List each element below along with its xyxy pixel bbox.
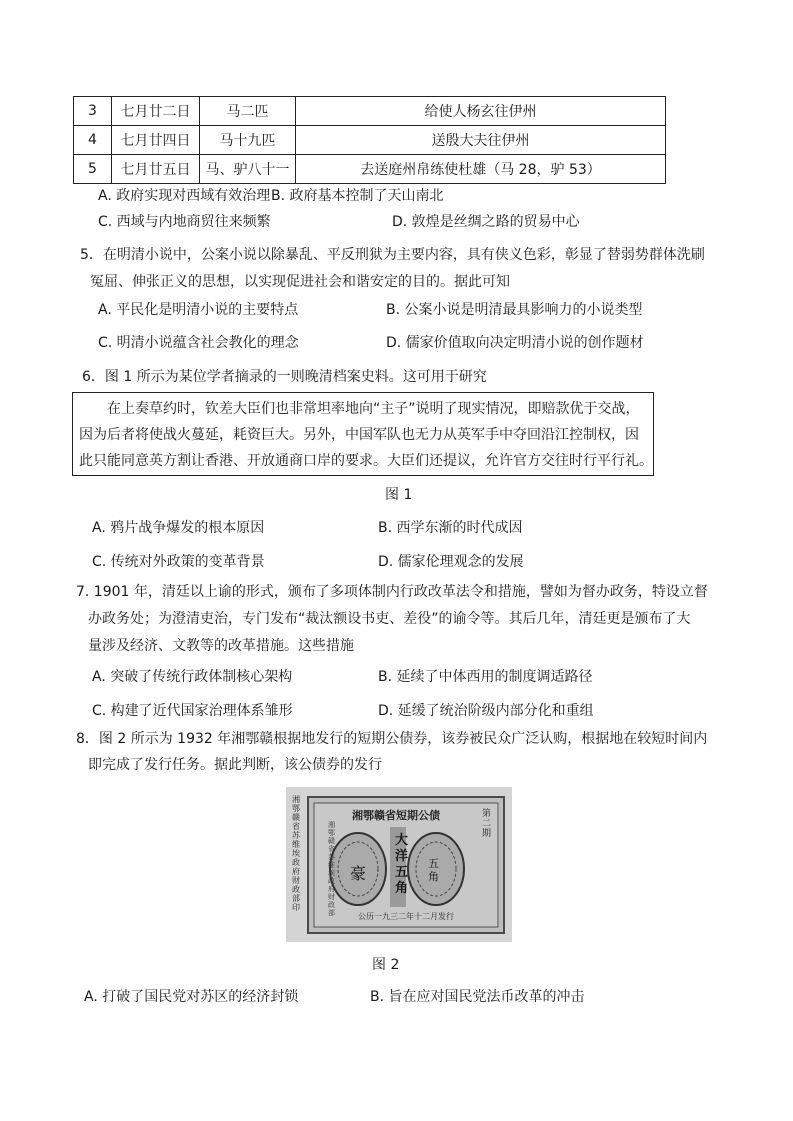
- excerpt-line: 因为后者将使战火蔓延，耗资巨大。另外，中国军队也无力从英军手中夺回沿江控制权，因: [79, 427, 639, 443]
- q6-option-b[interactable]: B. 西学东渐的时代成因: [378, 520, 523, 536]
- q5-option-d[interactable]: D. 儒家价值取向决定明清小说的创作题材: [386, 335, 644, 351]
- bond-bottom-text: 公历一九三二年十二月发行: [358, 912, 454, 921]
- bond-side-text: 湘鄂赣省苏维埃政府财政部印: [292, 795, 300, 912]
- q6-option-c[interactable]: C. 传统对外政策的变革背景: [92, 554, 265, 570]
- bond-certificate-image: [286, 787, 512, 942]
- bond-inner-text: 湘鄂赣省苏维埃政府财政部: [328, 821, 335, 917]
- figure-2-caption: 图 2: [372, 957, 400, 973]
- q4-option-d[interactable]: D. 敦煌是丝绸之路的贸易中心: [392, 214, 580, 230]
- q8-stem-line1: 8．图 2 所示为 1932 年湘鄂赣根据地发行的短期公债券，该券被民众广泛认购，根据地在较短时间内: [76, 731, 708, 747]
- table-cell-animals: 马二匹: [200, 97, 296, 126]
- q7-stem-line3: 量涉及经济、文教等的改革措施。这些措施: [88, 638, 354, 654]
- q7-option-b[interactable]: B. 延续了中体西用的制度调适路径: [378, 669, 593, 685]
- table-cell-date: 七月廿五日: [112, 155, 200, 184]
- table-cell-no: 5: [74, 155, 112, 184]
- q7-stem-line1: 7. 1901 年，清廷以上谕的形式，颁布了多项体制内行政改革法令和措施，譬如为督办政务，特设立督: [76, 584, 708, 600]
- horse-dispatch-table: [73, 96, 666, 184]
- bond-serial: 第二期: [482, 809, 492, 839]
- excerpt-line: 此只能同意英方割让香港、开放通商口岸的要求。大臣们还提议，允许官方交往时行平行礼。: [79, 453, 653, 469]
- bond-title: 湘鄂赣省短期公债: [352, 809, 440, 822]
- table-cell-date: 七月廿二日: [112, 97, 200, 126]
- q5-option-c[interactable]: C. 明清小说蕴含社会教化的理念: [98, 335, 299, 351]
- q6-option-d[interactable]: D. 儒家伦理观念的发展: [378, 554, 524, 570]
- table-row: [74, 97, 666, 126]
- q4-option-b[interactable]: B. 政府基本控制了天山南北: [271, 188, 444, 204]
- bond-denomination: 大洋五角: [395, 833, 409, 896]
- table-cell-purpose: 给使人杨玄往伊州: [296, 97, 666, 126]
- q5-option-a[interactable]: A. 平民化是明清小说的主要特点: [98, 302, 299, 318]
- table-cell-purpose: 送殷大夫往伊州: [296, 126, 666, 155]
- q6-option-a[interactable]: A. 鸦片战争爆发的根本原因: [92, 520, 265, 536]
- q4-option-a[interactable]: A. 政府实现对西域有效治理: [98, 188, 271, 204]
- bond-left-seal: 豪: [350, 864, 367, 883]
- table-cell-purpose: 去送庭州帛练使杜雄（马 28，驴 53）: [296, 155, 666, 184]
- q4-option-c[interactable]: C. 西域与内地商贸往来频繁: [98, 214, 271, 230]
- figure-1-caption: 图 1: [385, 487, 413, 503]
- table-cell-animals: 马、驴八十一: [200, 155, 296, 184]
- table-cell-animals: 马十九匹: [200, 126, 296, 155]
- q5-option-b[interactable]: B. 公案小说是明清最具影响力的小说类型: [386, 302, 643, 318]
- bond-right-seal: 五角: [428, 857, 439, 883]
- table-cell-no: 4: [74, 126, 112, 155]
- q8-option-a[interactable]: A. 打破了国民党对苏区的经济封锁: [84, 989, 299, 1005]
- q6-stem: 6．图 1 所示为某位学者摘录的一则晚清档案史料。这可用于研究: [82, 369, 487, 385]
- q8-stem-line2: 即完成了发行任务。据此判断，该公债券的发行: [88, 757, 382, 773]
- table-cell-date: 七月廿四日: [112, 126, 200, 155]
- table-row: [74, 126, 666, 155]
- table-cell-no: 3: [74, 97, 112, 126]
- excerpt-line: 在上奏草约时，钦差大臣们也非常坦率地向“主子”说明了现实情况，即赔款优于交战，: [107, 401, 640, 417]
- q8-option-b[interactable]: B. 旨在应对国民党法币改革的冲击: [370, 989, 585, 1005]
- q5-stem-line2: 冤屈、伸张正义的思想，以实现促进社会和谐安定的目的。据此可知: [90, 274, 510, 290]
- q5-stem-line1: 5．在明清小说中，公案小说以除暴乱、平反刑狱为主要内容，具有侠义色彩，彰显了替弱势群体洗刷: [80, 247, 705, 263]
- q7-option-a[interactable]: A. 突破了传统行政体制核心架构: [92, 669, 293, 685]
- q7-option-c[interactable]: C. 构建了近代国家治理体系雏形: [92, 703, 293, 719]
- figure-1-excerpt-box: [72, 392, 654, 476]
- table-row: [74, 155, 666, 184]
- q7-stem-line2: 办政务处；为澄清吏治，专门发布“裁汰额设书吏、差役”的谕令等。其后几年，清廷更是颁布了大: [88, 611, 691, 627]
- q7-option-d[interactable]: D. 延缓了统治阶级内部分化和重组: [378, 703, 594, 719]
